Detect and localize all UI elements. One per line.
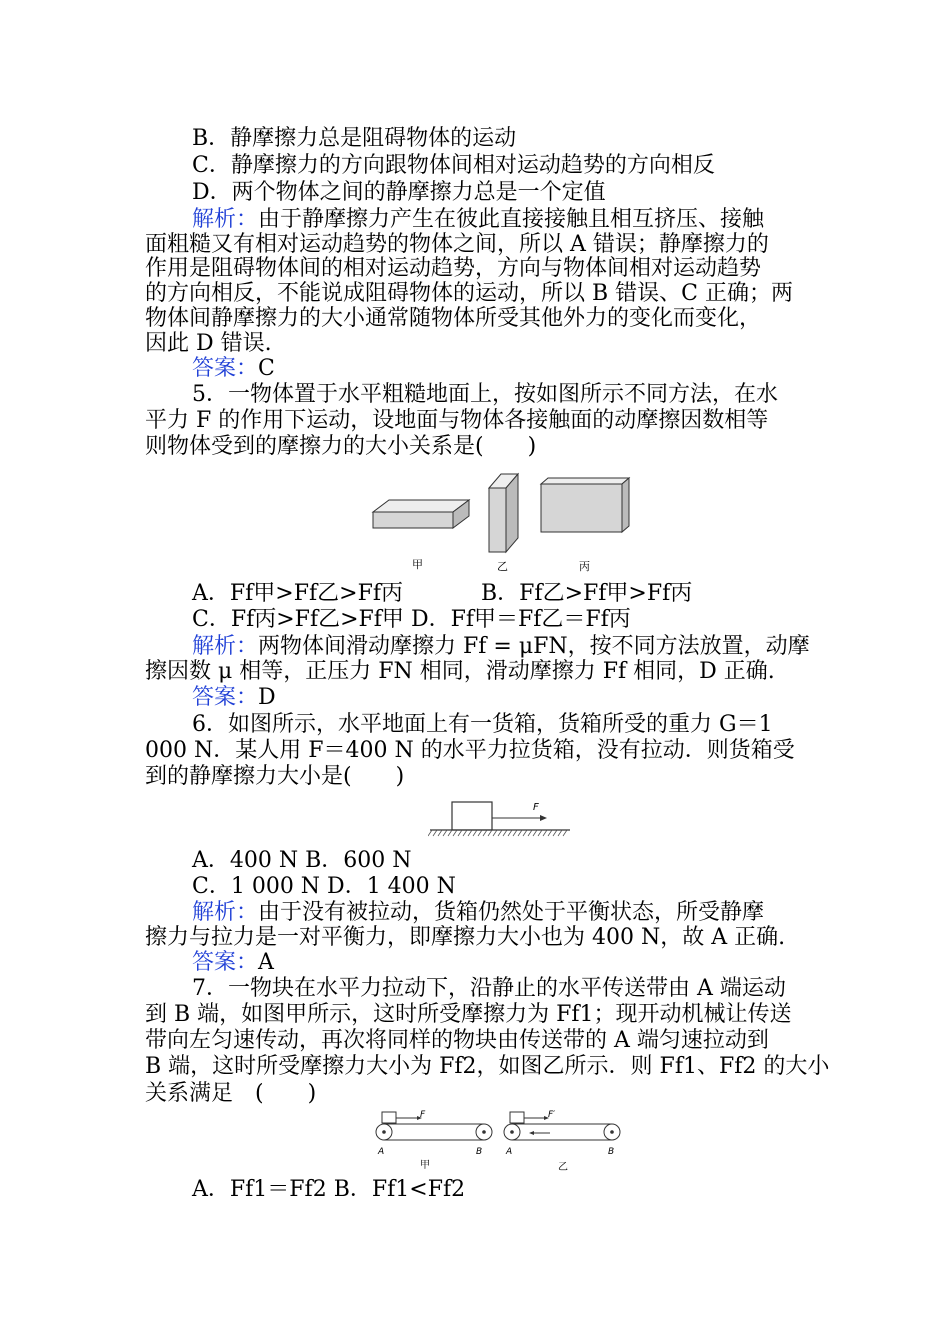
crate-box xyxy=(452,802,492,830)
hatch-mark xyxy=(438,830,442,836)
hatch-mark xyxy=(498,830,502,836)
caption-yi: 乙 xyxy=(558,1162,568,1172)
hatch-mark xyxy=(528,830,532,836)
q5-stem-line-1: 5．一物体置于水平粗糙地面上，按如图所示不同方法，在水 xyxy=(192,382,778,407)
q4-option-d: D．两个物体之间的静摩擦力总是一个定值 xyxy=(192,180,606,205)
hatch-mark xyxy=(558,830,562,836)
hatch-mark xyxy=(513,830,517,836)
hatch-mark xyxy=(473,830,477,836)
q7-stem-line-3: 带向左匀速传动，再次将同样的物块由传送带的 A 端匀速拉动到 xyxy=(145,1028,769,1053)
q5-stem-line-2: 平力 F 的作用下运动，设地面与物体各接触面的动摩擦因数相等 xyxy=(145,408,769,433)
hatch-mark xyxy=(503,830,507,836)
q7-option-ab: A．Ff1＝Ff2 B．Ff1<Ff2 xyxy=(192,1177,466,1202)
force-arrow-head xyxy=(540,815,547,821)
hatch-mark xyxy=(523,830,527,836)
hatch-mark xyxy=(518,830,522,836)
q6-stem-line-3: 到的静摩擦力大小是( ) xyxy=(145,764,405,789)
q5-stem-line-3: 则物体受到的摩擦力的大小关系是( ) xyxy=(145,434,537,459)
label-bing: 丙 xyxy=(579,560,590,573)
hatch-mark xyxy=(538,830,542,836)
q4-analysis-line-3: 作用是阻碍物体间的相对运动趋势，方向与物体间相对运动趋势 xyxy=(145,256,762,281)
force-label: F xyxy=(533,802,539,813)
caption-jia: 甲 xyxy=(420,1160,430,1171)
label-yi: 乙 xyxy=(497,560,508,573)
q5-answer: 答案：D xyxy=(192,685,276,710)
conveyor-yi xyxy=(504,1110,620,1172)
q4-answer: 答案：C xyxy=(192,356,275,381)
hatch-mark xyxy=(563,830,567,836)
analysis-label: 解析： xyxy=(192,207,259,232)
hatch-mark xyxy=(488,830,492,836)
hatch-mark xyxy=(548,830,552,836)
q7-stem-line-1: 7．一物块在水平力拉动下，沿静止的水平传送带由 A 端运动 xyxy=(192,976,786,1001)
answer-label: 答案： xyxy=(192,685,259,710)
crate-figure xyxy=(428,796,573,838)
hatch-mark xyxy=(463,830,467,836)
q6-analysis-line-2: 擦力与拉力是一对平衡力，即摩擦力大小也为 400 N，故 A 正确. xyxy=(145,925,786,950)
q7-stem-line-2: 到 B 端，如图甲所示，这时所受摩擦力为 Ff1；现开动机械让传送 xyxy=(145,1002,792,1027)
q6-option-cd: C．1 000 N D．1 400 N xyxy=(192,874,456,899)
q5-option-cd: C．Ff丙>Ff乙>Ff甲 D．Ff甲＝Ff乙＝Ff丙 xyxy=(192,607,631,632)
q5-option-a: A．Ff甲>Ff乙>Ff丙 xyxy=(192,581,403,606)
q7-stem-line-4: B 端，这时所受摩擦力大小为 Ff2，如图乙所示．则 Ff1、Ff2 的大小 xyxy=(145,1054,830,1079)
q5-option-b: B．Ff乙>Ff甲>Ff丙 xyxy=(481,581,693,606)
q4-analysis-line-6: 因此 D 错误. xyxy=(145,331,272,356)
ground-hatching xyxy=(428,830,567,836)
block xyxy=(382,1112,396,1123)
hatch-mark xyxy=(508,830,512,836)
q7-stem-line-5: 关系满足 ( ) xyxy=(145,1081,317,1106)
block-jia xyxy=(373,500,469,528)
block xyxy=(510,1112,524,1123)
hatch-mark xyxy=(553,830,557,836)
answer-label: 答案： xyxy=(192,356,259,381)
hatch-mark xyxy=(533,830,537,836)
answer-label: 答案： xyxy=(192,950,259,975)
hatch-mark xyxy=(543,830,547,836)
q6-analysis-line-1: 解析：由于没有被拉动，货箱仍然处于平衡状态，所受静摩 xyxy=(192,900,765,925)
end-a-label: A xyxy=(378,1147,385,1157)
hatch-mark xyxy=(428,830,432,836)
q6-stem-line-1: 6．如图所示，水平地面上有一货箱，货箱所受的重力 G＝1 xyxy=(192,712,773,737)
q4-analysis-line-5: 物体间静摩擦力的大小通常随物体所受其他外力的变化而变化， xyxy=(145,306,762,331)
block-yi xyxy=(489,474,518,552)
hatch-mark xyxy=(493,830,497,836)
hatch-mark xyxy=(433,830,437,836)
label-jia: 甲 xyxy=(412,558,423,571)
q6-stem-line-2: 000 N．某人用 F＝400 N 的水平力拉货箱，没有拉动．则货箱受 xyxy=(145,738,795,763)
q5-analysis-line-1: 解析：两物体间滑动摩擦力 Ff = μFN，按不同方法放置，动摩 xyxy=(192,634,810,659)
hatch-mark xyxy=(468,830,472,836)
analysis-label: 解析： xyxy=(192,634,259,659)
q4-option-b: B．静摩擦力总是阻碍物体的运动 xyxy=(192,126,517,151)
conveyor-jia xyxy=(376,1110,492,1171)
conveyor-figures xyxy=(372,1108,627,1172)
end-b-label: B xyxy=(476,1147,483,1157)
q5-analysis-line-2: 擦因数 μ 相等，正压力 FN 相同，滑动摩擦力 Ff 相同，D 正确. xyxy=(145,659,775,684)
force-label: F xyxy=(420,1110,426,1120)
hatch-mark xyxy=(443,830,447,836)
three-blocks-figure xyxy=(368,468,638,576)
hatch-mark xyxy=(483,830,487,836)
q6-answer: 答案：A xyxy=(192,950,274,975)
q4-option-c: C．静摩擦力的方向跟物体间相对运动趋势的方向相反 xyxy=(192,153,715,178)
hatch-mark xyxy=(478,830,482,836)
hatch-mark xyxy=(453,830,457,836)
analysis-label: 解析： xyxy=(192,900,259,925)
q4-analysis-line-4: 的方向相反，不能说成阻碍物体的运动，所以 B 错误、C 正确；两 xyxy=(145,281,793,306)
block-bing xyxy=(541,478,629,532)
hatch-mark xyxy=(448,830,452,836)
hatch-mark xyxy=(458,830,462,836)
end-a-label: A xyxy=(506,1147,513,1157)
q4-analysis-line-2: 面粗糙又有相对运动趋势的物体之间，所以 A 错误；静摩擦力的 xyxy=(145,232,769,257)
q6-option-ab: A．400 N B．600 N xyxy=(192,848,412,873)
end-b-label: B xyxy=(608,1147,615,1157)
force-label: F′ xyxy=(548,1110,556,1120)
q4-analysis-line-1: 解析：由于静摩擦力产生在彼此直接接触且相互挤压、接触 xyxy=(192,207,765,232)
